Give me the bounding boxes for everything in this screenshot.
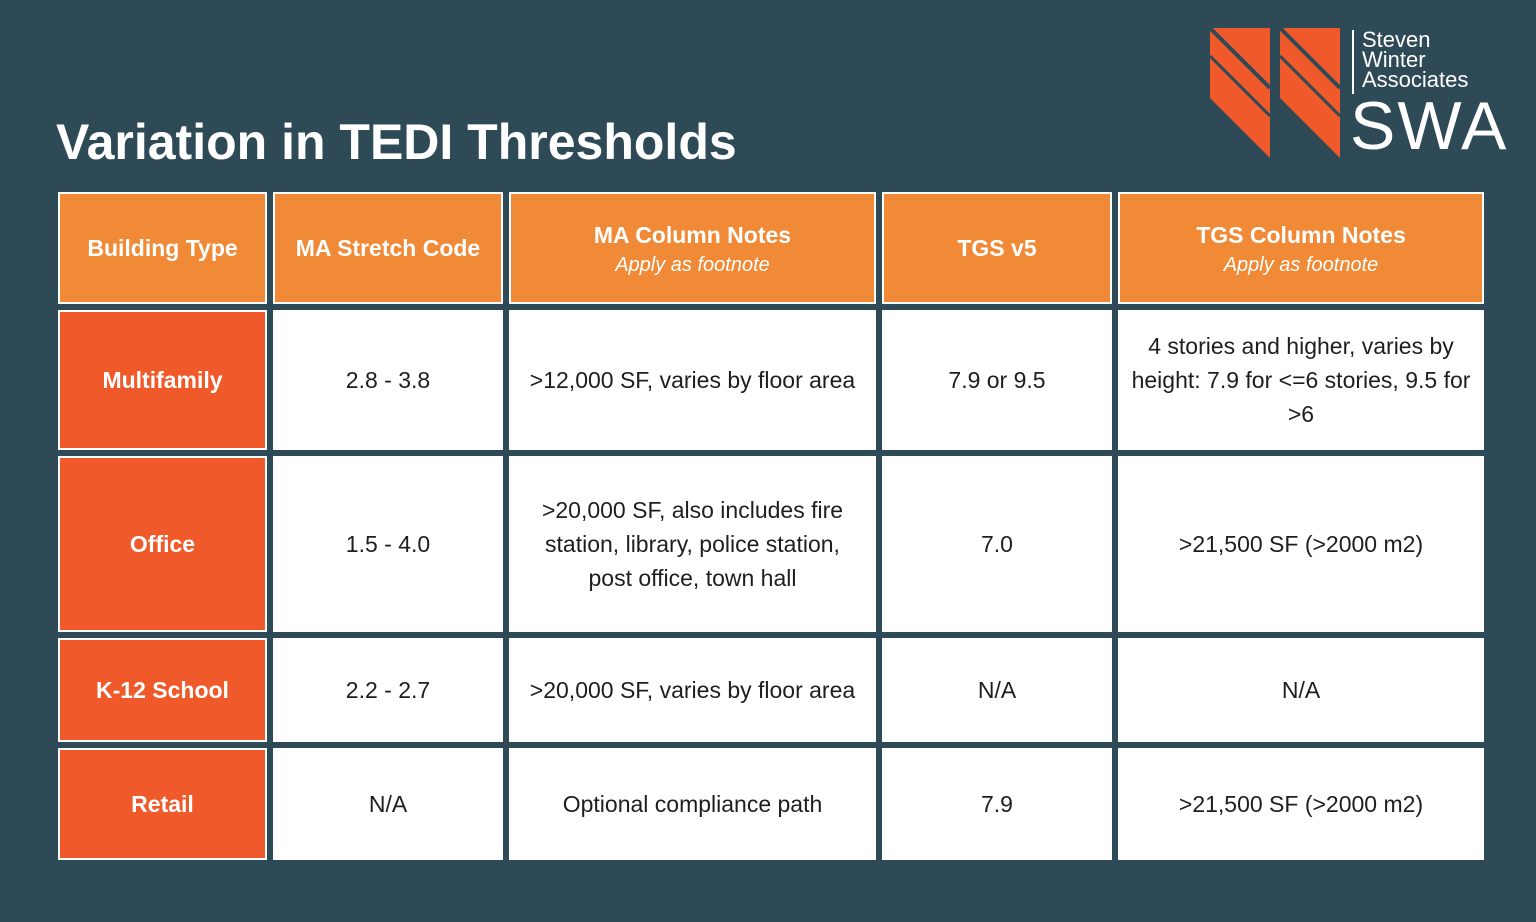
logo-abbreviation: SWA bbox=[1350, 88, 1509, 164]
tgs-cell: 7.9 or 9.5 bbox=[882, 310, 1112, 450]
building-type-cell: Office bbox=[58, 456, 267, 632]
logo-name-line: Winter bbox=[1362, 47, 1426, 72]
company-logo bbox=[1210, 26, 1510, 162]
header-tgs-v5: TGS v5 bbox=[882, 192, 1112, 304]
ma-notes-cell: >12,000 SF, varies by floor area bbox=[509, 310, 876, 450]
table-row bbox=[58, 310, 1484, 450]
table-row bbox=[58, 638, 1484, 742]
header-ma-column-notes: MA Column Notes Apply as footnote bbox=[509, 192, 876, 304]
tedi-thresholds-table bbox=[52, 186, 1490, 866]
building-type-cell: Multifamily bbox=[58, 310, 267, 450]
header-building-type: Building Type bbox=[58, 192, 267, 304]
tgs-notes-cell: >21,500 SF (>2000 m2) bbox=[1118, 748, 1484, 860]
header-subtitle: Apply as footnote bbox=[1223, 254, 1379, 276]
logo-divider bbox=[1352, 30, 1354, 94]
tgs-cell: 7.9 bbox=[882, 748, 1112, 860]
ma-stretch-cell: N/A bbox=[273, 748, 503, 860]
building-type-cell: K-12 School bbox=[58, 638, 267, 742]
page-title: Variation in TEDI Thresholds bbox=[56, 114, 737, 170]
tgs-cell: 7.0 bbox=[882, 456, 1112, 632]
building-type-cell: Retail bbox=[58, 748, 267, 860]
header-subtitle: Apply as footnote bbox=[615, 254, 770, 276]
ma-notes-cell: >20,000 SF, also includes fire station, library, police station, post office, town hall bbox=[509, 456, 876, 632]
table-header-row bbox=[58, 192, 1484, 304]
tgs-notes-cell: 4 stories and higher, varies by height: 7.9 for <=6 stories, 9.5 for >6 bbox=[1118, 310, 1484, 450]
ma-notes-cell: Optional compliance path bbox=[509, 748, 876, 860]
ma-notes-cell: >20,000 SF, varies by floor area bbox=[509, 638, 876, 742]
swa-logo-mark-icon bbox=[1210, 26, 1346, 162]
logo-name-line: Steven bbox=[1362, 27, 1431, 52]
table-row bbox=[58, 456, 1484, 632]
ma-stretch-cell: 2.8 - 3.8 bbox=[273, 310, 503, 450]
header-tgs-column-notes: TGS Column Notes Apply as footnote bbox=[1118, 192, 1484, 304]
logo-company-name bbox=[1362, 27, 1469, 92]
header-ma-stretch-code: MA Stretch Code bbox=[273, 192, 503, 304]
table-row bbox=[58, 748, 1484, 860]
tgs-cell: N/A bbox=[882, 638, 1112, 742]
tgs-notes-cell: >21,500 SF (>2000 m2) bbox=[1118, 456, 1484, 632]
ma-stretch-cell: 2.2 - 2.7 bbox=[273, 638, 503, 742]
ma-stretch-cell: 1.5 - 4.0 bbox=[273, 456, 503, 632]
logo-name-line: Associates bbox=[1362, 67, 1469, 92]
tgs-notes-cell: N/A bbox=[1118, 638, 1484, 742]
